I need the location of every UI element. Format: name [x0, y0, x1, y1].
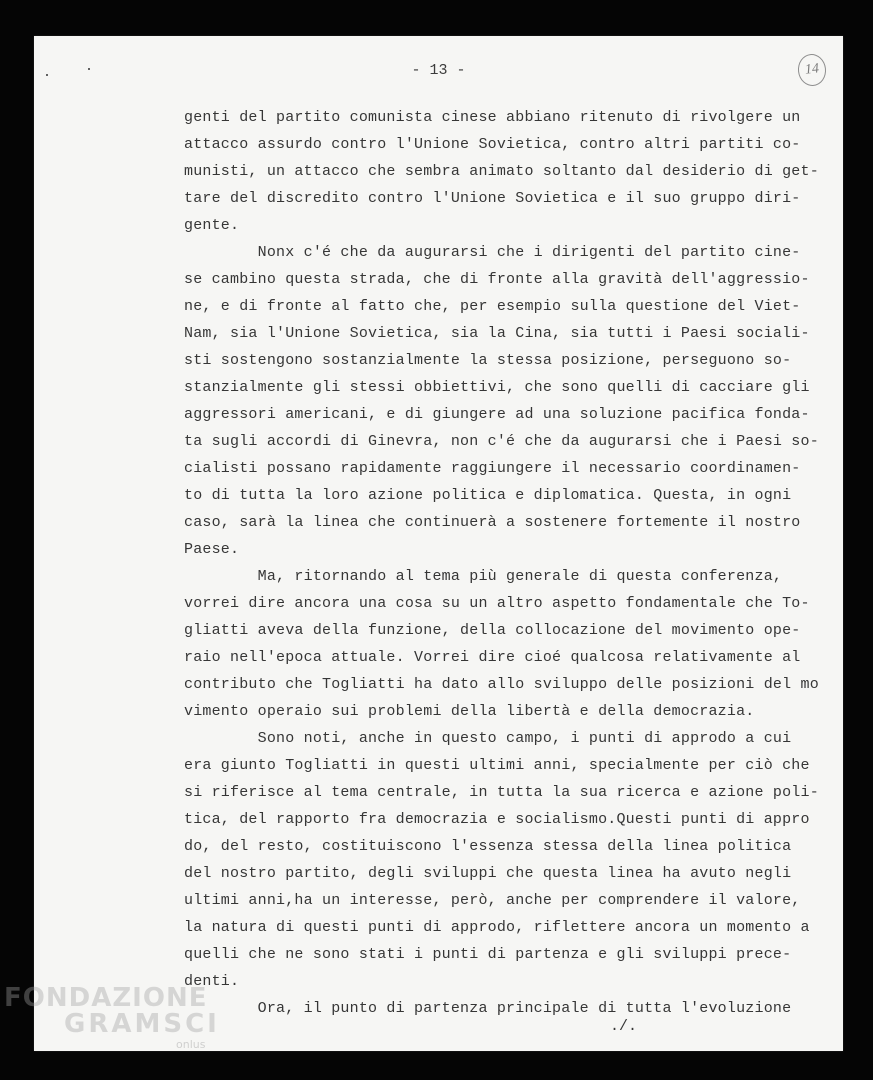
text-line: Paese. [184, 541, 240, 558]
text-line: era giunto Togliatti in questi ultimi anni, specialmente per ciò che [184, 757, 810, 774]
watermark-line-1: FONDAZIONE [4, 983, 208, 1013]
text-line: aggressori americani, e di giungere ad una soluzione pacifica fonda- [184, 406, 810, 423]
continuation-mark: ./. [610, 1018, 638, 1035]
text-line: Ma, ritornando al tema più generale di questa conferenza, [184, 568, 783, 585]
text-line: do, del resto, costituiscono l'essenza stessa della linea politica [184, 838, 792, 855]
text-line: sti sostengono sostanzialmente la stessa posizione, perseguono so- [184, 352, 792, 369]
typed-text-body [184, 104, 824, 1022]
text-line: stanzialmente gli stessi obbiettivi, che sono quelli di cacciare gli [184, 379, 810, 396]
text-line: tare del discredito contro l'Unione Sovietica e il suo gruppo diri- [184, 190, 801, 207]
watermark-line-2: GRAMSCI [64, 1009, 220, 1039]
archive-stamp-number: 14 [796, 53, 827, 88]
text-line: attacco assurdo contro l'Unione Sovietica, contro altri partiti co- [184, 136, 801, 153]
fondazione-gramsci-watermark [4, 985, 220, 1050]
text-line: vorrei dire ancora una cosa su un altro aspetto fondamentale che To- [184, 595, 810, 612]
document-page [34, 36, 843, 1051]
text-line: vimento operaio sui problemi della libertà e della democrazia. [184, 703, 755, 720]
text-line: Sono noti, anche in questo campo, i punti di approdo a cui [184, 730, 792, 747]
text-line: caso, sarà la linea che continuerà a sostenere fortemente il nostro [184, 514, 801, 531]
text-line: contributo che Togliatti ha dato allo sviluppo delle posizioni del mo [184, 676, 819, 693]
text-line: la natura di questi punti di approdo, riflettere ancora un momento a [184, 919, 810, 936]
text-line: del nostro partito, degli sviluppi che questa linea ha avuto negli [184, 865, 792, 882]
text-line: munisti, un attacco che sembra animato soltanto dal desiderio di get- [184, 163, 819, 180]
text-line: denti. [184, 973, 240, 990]
text-line: si riferisce al tema centrale, in tutta la sua ricerca e azione poli- [184, 784, 819, 801]
text-line: genti del partito comunista cinese abbiano ritenuto di rivolgere un [184, 109, 801, 126]
text-line: to di tutta la loro azione politica e diplomatica. Questa, in ogni [184, 487, 792, 504]
watermark-line-3: onlus [176, 1038, 206, 1051]
text-line: Ora, il punto di partenza principale di tutta l'evoluzione [184, 1000, 792, 1017]
page-number: - 13 - [411, 62, 466, 79]
text-line: ne, e di fronte al fatto che, per esempio sulla questione del Viet- [184, 298, 801, 315]
text-line: tica, del rapporto fra democrazia e socialismo.Questi punti di appro [184, 811, 810, 828]
text-line: Nam, sia l'Unione Sovietica, sia la Cina, sia tutti i Paesi sociali- [184, 325, 810, 342]
text-line: se cambino questa strada, che di fronte alla gravità dell'aggressio- [184, 271, 810, 288]
text-line: gliatti aveva della funzione, della collocazione del movimento ope- [184, 622, 801, 639]
text-line: ta sugli accordi di Ginevra, non c'é che da augurarsi che i Paesi so- [184, 433, 819, 450]
text-line: ultimi anni,ha un interesse, però, anche per comprendere il valore, [184, 892, 801, 909]
text-line: Nonx c'é che da augurarsi che i dirigenti del partito cine- [184, 244, 801, 261]
text-line: quelli che ne sono stati i punti di partenza e gli sviluppi prece- [184, 946, 792, 963]
text-line: cialisti possano rapidamente raggiungere il necessario coordinamen- [184, 460, 801, 477]
text-line: raio nell'epoca attuale. Vorrei dire cioé qualcosa relativamente al [184, 649, 801, 666]
text-line: gente. [184, 217, 240, 234]
